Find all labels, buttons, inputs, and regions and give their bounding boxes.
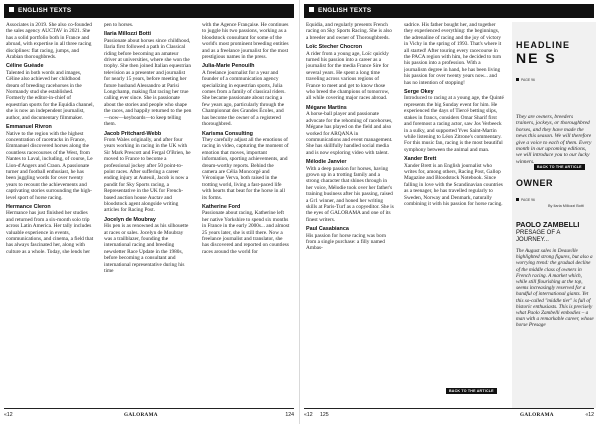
square-icon <box>516 78 519 81</box>
paragraph: His pen is as renowned as his silhouette at races or sales. Jocelyn de Moubray was a trailblazer, founding the international racing and breeding newsletter Race Update in the 1980s, before becoming a consultant and international representative during his time <box>104 223 189 275</box>
contributor-name: Karisma Consulting <box>202 130 253 137</box>
section-header <box>4 4 294 18</box>
page-reference <box>516 198 535 202</box>
paragraph: Introduced to racing at a young age, the Quinté represents the big Sunday event for him. He experienced the days of Tiercé betting slips, stakes in francs, considers Omar Sharif first and foremost a racing actor, saw Jos Verbeeck in a sulky, and supported Yves Saint-Martin while listening to Léon Zitrone's commentary. For this music fan, racing is the most beautiful symphony between the animal and man. <box>404 95 504 153</box>
page-footer <box>304 408 594 420</box>
section-header <box>304 4 594 18</box>
paragraph: Hermance has just finished her studies and returned from a six-month solo trip across Latin America. Her tally includes valuable experience in events, communications, and cinema, a field that has always fascinated her, along with culture as a whole. Today, she lends her <box>6 210 94 255</box>
paragraph: A rider from a young age, Loïc quickly turned his passion into a career as a journalist for the media France Sire for several years. He spent a long time traveling across various regions of France to meet and get to know those who breed the champions of tomorrow, all while covering major races abroad. <box>306 50 390 102</box>
section-title: ENGLISH TEXTS <box>318 7 372 14</box>
paragraph: Associates in 2019. She also co-founded the sales agency AUCTAV in 2021. She has a solid portfolio both in France and abroad, with expertise in all three racing disciplines: flat racing, jumps, and Arabian thoroughbreds. <box>6 22 92 61</box>
paragraph: With a deep passion for horses, having grown up in a trotting family and a strong character that shines through in her voice, Mélodie took over her father's training business after his passing, raised a Gr1 winner, and honed her writing skills at Paris-Turf as a copyeditor. She is the eyes of GALORAMA and one of its finest writers. <box>306 165 394 223</box>
person-name: PAOLO ZAMBELLI <box>516 220 580 229</box>
header-square-icon <box>309 7 314 12</box>
paragraph: Talented in both words and images, Céline also achieved her childhood dream of breeding racehorses in the Normandy stud she established. Formerly the editor-in-chief of equestrian sports for the Equidia channel, she is now an independent journalist, author, and documentary filmmaker. <box>6 69 94 121</box>
sidebar-body: The August sales in Deauville highlighted strong figures, but also a worrying trend: the gradual decline of the middle class of owners in French racing. A market which, while still flourishing at the top, seems increasingly reserved for a handful of international giants. Yet this so-called "middle tier" is full of historic enthusiasts. This is precisely what Paolo Zambelli embodies – a man with a remarkable career, whose horse Presage <box>516 248 594 329</box>
back-to-article-button[interactable]: BACK TO THE ARTICLE <box>534 164 585 170</box>
text-column-2 <box>104 22 192 400</box>
contributor-name: Mégane Martins <box>306 104 347 111</box>
paragraph: From Wales originally, and after four years working in racing in the UK with Sir Mark Prescott and Fergal O'Brien, he moved to France to become a professional jockey after 50 point-to-point races. After suffering a career ending injury at Auteuil, Jacob is now a pundit for Sky Sports racing, a Representative in the UK for French-based auction house Auctav and bloodstock agent alongside writing articles for Racing Post. <box>104 136 191 214</box>
paragraph: with the Agence Française. He continues to juggle his two passions, working as a bloodstock consultant for some of the world's most prominent breeding entities and as a freelance journalist for the most prestigious names in the press. <box>202 22 289 61</box>
paragraph: sadrice. His father bought her, and together they experienced everything: the beginnings, the adrenaline of racing and the joy of victory in Vichy in the spring of 1993. That's where it all started! After touring every racecourse in the PACA region with him, he decided to turn his passion into a profession. With a journalism degree in hand, he has been living his passion for over twenty years now... and has no intention of stopping! <box>404 22 502 86</box>
text-column-5 <box>404 22 504 382</box>
issue-number: «12 <box>304 412 313 418</box>
header-square-icon <box>9 7 14 12</box>
page-footer <box>4 408 294 420</box>
magazine-logo: GALORAMA <box>124 412 158 418</box>
page-reference-label: PAGE 96 <box>521 78 535 82</box>
paragraph: pen to horses. <box>104 22 134 28</box>
section-title: ENGLISH TEXTS <box>18 7 72 14</box>
back-to-article-button[interactable]: BACK TO THE ARTICLE <box>446 388 497 394</box>
text-column-1 <box>6 22 94 400</box>
paragraph: Xander Brett is an English journalist who writes for, among others, Racing Post, Gallop Magazine and Bloodstock Notebook. Since falling in love with the Scandinavian countries as a teenager, he has travelled regularly to Sweden, Norway and Denmark, naturally combining it with his passion for horse racing. <box>404 162 503 207</box>
issue-number: «12 <box>4 412 13 418</box>
paragraph: Passionate about horses since childhood, Ilaria first followed a path in Classical riding before becoming an amateur driver at universities, where she won the trophy. She then joined Italian equestrian television as a presenter and journalist for nearly 15 years, before meeting her future husband Alessandro at Parisi Longchamp, making flat racing her true calling ever since. She is passionate about the stories and people who shape the races, and happily returned to the pen—now—keyboards—to keep telling them. <box>104 37 192 128</box>
sidebar-news-title: NE S <box>516 50 557 66</box>
owner-heading: OWNER <box>516 178 553 188</box>
sidebar-headline: HEADLINE <box>516 40 571 50</box>
contributor-name: Julia-Marie Penouilh <box>202 63 255 70</box>
page-number: 124 <box>285 412 294 418</box>
sidebar-intro: They are owners, breeders trainers, jockeys, or thoroughbred horses, and they have made the news this season. We will therefore give a voice to each of them. Every month in our upcoming editions, we will introduce you to our lucky winners. <box>516 114 592 165</box>
paragraph: They carefully adjust all the emotions of racing in video, capturing the moment of emotion that moves, important information, sporting achievements, and dream-worthy reports. Behind the camera are Célia Moncorgé and Véronique Verva, both raised in the trotting world, living a fast-paced life with hearts that beat for the horse in all its forms. <box>202 136 289 201</box>
text-column-4 <box>306 22 394 400</box>
page-reference-label: PAGE 96 <box>521 198 535 202</box>
paragraph: His passion for horse racing was born from a single purchase: a filly named Ambas- <box>306 232 387 252</box>
magazine-logo: GALORAMA <box>520 412 554 418</box>
page-number: 125 <box>320 412 329 418</box>
contributor-name: Mélodie Janvier <box>306 159 347 166</box>
contributor-name: Serge Okey <box>404 89 434 96</box>
contributor-name: Loïc Stecher Chocron <box>306 44 363 51</box>
contributor-name: Hermance Cleron <box>6 203 51 210</box>
square-icon <box>516 198 519 201</box>
headline-news-sidebar <box>512 22 596 408</box>
contributor-name: Katherine Ford <box>202 203 241 210</box>
paragraph: Passionate about racing, Katherine left her native Yorkshire to spend six months in France in the early 2000s... and almost 25 years later, she is still there. Now a freelance journalist and translator, she has discovered and reported on countless races around the world for <box>202 210 290 255</box>
contributor-name: Jocelyn de Moubray <box>104 216 156 223</box>
contributor-name: Jacob Pritchard-Webb <box>104 130 162 137</box>
text-column-3 <box>202 22 290 400</box>
contributor-name: Emmanuel Rivron <box>6 124 52 131</box>
paragraph: Equidia, and regularly presents French racing on Sky Sports Racing. She is also a breeder and owner of Thoroughbreds. <box>306 22 392 41</box>
page-reference <box>516 78 535 82</box>
article-subtitle: PRESAGE OF A JOURNEY... <box>516 230 561 243</box>
issue-number: «12 <box>585 412 594 418</box>
contributor-name: Paul Casabianca <box>306 226 349 233</box>
paragraph: Native to the region with the highest concentration of racetracks in France, Emmanuel discovered horses along the countless racecourses of the West, from Nantes to Laval, including, of course, Le Lion-d'Angers and Craon. A passionate turner and football enthusiast, he has been juggling words for over twenty years to recount the achievements and captivating stories surrounding the high-level sport of horse racing. <box>6 130 93 201</box>
byline: By Ilaria Millozzi Botti <box>548 204 584 208</box>
paragraph: A freelance journalist for a year and founder of a communication agency specializing in equestrian sports, Julia comes from a family of classical riders. She became passionate about racing a few years ago, particularly through the Championnat des Grandes Écoles, and has become the owner of a registered thoroughbred. <box>202 69 286 128</box>
paragraph: A horse-ball player and passionate advocate for the rehoming of racehorses, Mégane has played on the field and also worked for ARQANA in communications and event management. She has skillfully handled social media and is now exploring video with talent. <box>306 111 393 156</box>
contributor-name: Ilaria Millozzi Botti <box>104 31 152 38</box>
contributor-name: Xander Brett <box>404 156 437 163</box>
contributor-name: Céline Guéade <box>6 63 44 70</box>
